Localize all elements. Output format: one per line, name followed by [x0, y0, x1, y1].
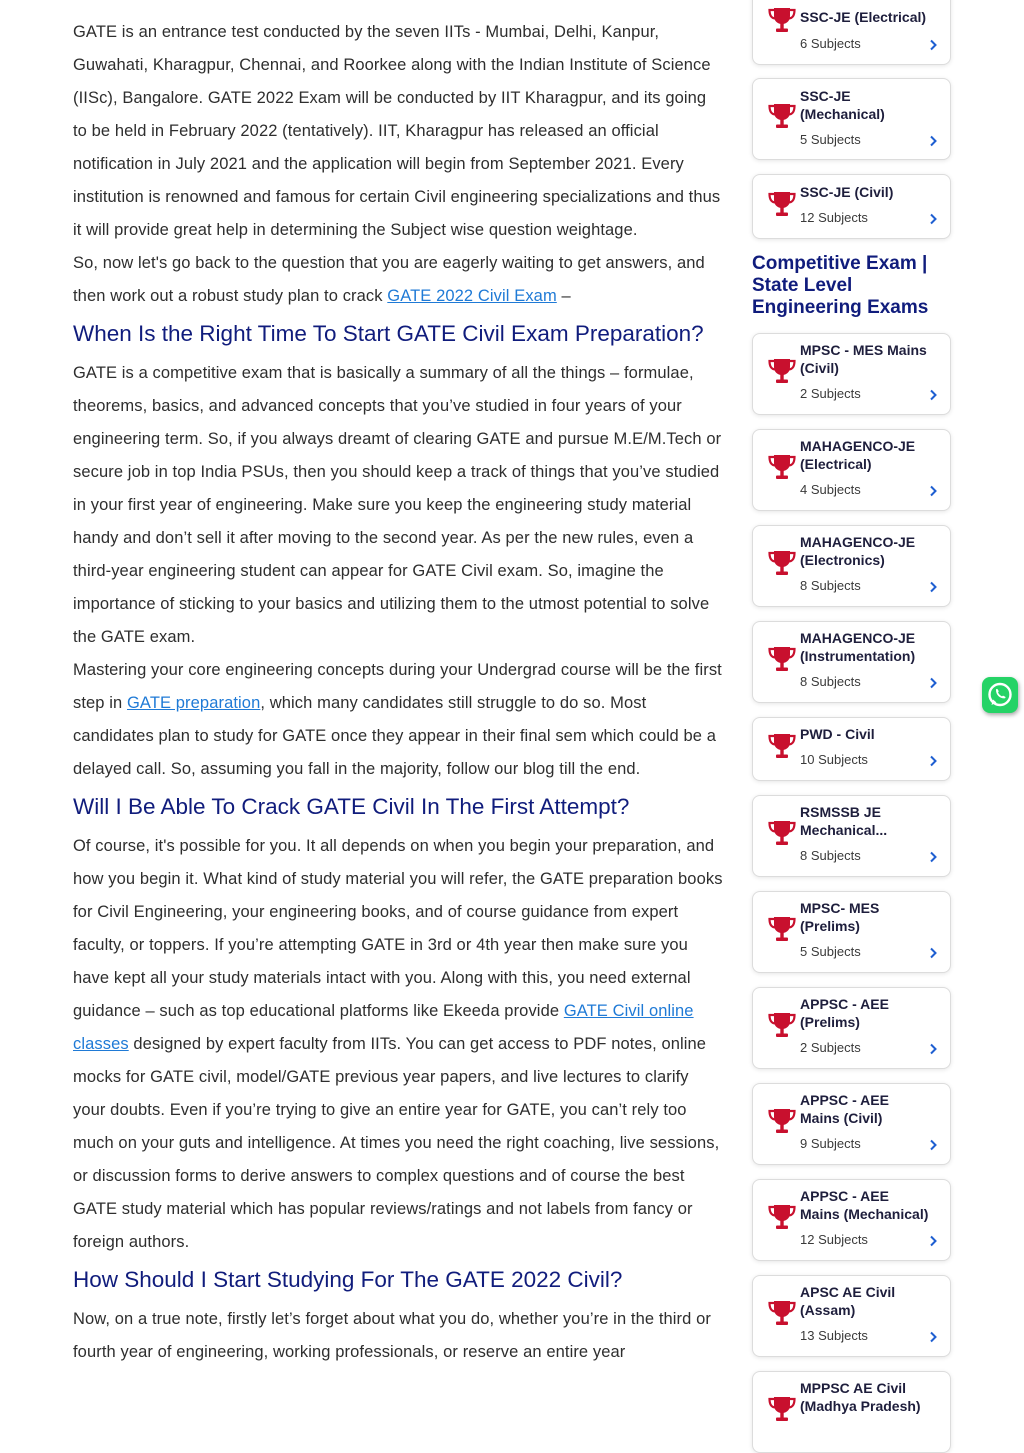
exam-card[interactable] [752, 891, 951, 973]
article-paragraph [73, 830, 723, 1259]
sidebar-section-title: Competitive Exam | State Level Engineering Exams [752, 253, 929, 318]
chevron-right-icon[interactable] [928, 946, 938, 958]
section-heading: How Should I Start Studying For The GATE 2022 Civil? [73, 1267, 623, 1292]
article-paragraph [73, 247, 723, 313]
exam-card-title: MPPSC AE Civil (Madhya Pradesh) [800, 1380, 921, 1414]
trophy-icon [766, 450, 798, 482]
chevron-right-icon[interactable] [928, 754, 938, 766]
section-heading: Will I Be Able To Crack GATE Civil In The First Attempt? [73, 794, 630, 819]
chevron-right-icon[interactable] [928, 850, 938, 862]
exam-card[interactable] [752, 717, 951, 781]
exam-card-subject-count: 8 Subjects [800, 848, 861, 863]
exam-card-title: APSC AE Civil (Assam) [800, 1284, 896, 1318]
whatsapp-icon [982, 677, 1018, 713]
chevron-right-icon[interactable] [928, 484, 938, 496]
exam-card-title: SSC-JE (Electrical) [800, 9, 927, 25]
exam-card[interactable] [752, 1275, 951, 1357]
chevron-right-icon[interactable] [928, 38, 938, 50]
exam-card-title: MAHAGENCO-JE (Electrical) [800, 438, 916, 472]
trophy-icon [766, 187, 798, 219]
exam-card-subject-count: 6 Subjects [800, 36, 861, 51]
article-paragraph: Now, on a true note, firstly let’s forget about what you do, whether you’re in the third or fourth year of engineering, working professionals, or reserve an entire year [73, 1310, 711, 1361]
trophy-icon [766, 729, 798, 761]
paragraph-text: Mastering your core engineering concepts during your Undergrad course will be the first step in [73, 661, 722, 712]
trophy-icon [766, 1200, 798, 1232]
trophy-icon [766, 912, 798, 944]
chevron-right-icon[interactable] [928, 388, 938, 400]
exam-card-subject-count: 5 Subjects [800, 132, 861, 147]
exam-card[interactable] [752, 795, 951, 877]
exam-card-title: APPSC - AEE (Prelims) [800, 996, 889, 1030]
trophy-icon [766, 99, 798, 131]
paragraph-text: designed by expert faculty from IITs. You can get access to PDF notes, online mocks for GATE civil, model/GATE previous year papers, and live lectures to clarify your doubts. Even if you’re trying to give an entire year for GATE, you can’t rely too much on your guts and intelligence. At times you need the right coaching, live sessions, or discussion forms to derive answers to complex questions and of course the best GATE study material which has popular reviews/ratings and not labels from fancy or foreign authors. [73, 1035, 720, 1251]
exam-card-subject-count: 12 Subjects [800, 210, 868, 225]
paragraph-text: – [556, 287, 571, 305]
gate-preparation-link[interactable]: GATE preparation [127, 694, 261, 712]
exam-card[interactable] [752, 429, 951, 511]
trophy-icon [766, 3, 798, 35]
chevron-right-icon[interactable] [928, 580, 938, 592]
trophy-icon [766, 642, 798, 674]
exam-card[interactable] [752, 987, 951, 1069]
paragraph-text: Of course, it's possible for you. It all depends on when you begin your preparation, and how you begin it. What kind of study material you will refer, the GATE preparation books for Civil Engineering, your engineering books, and of course guidance from expert faculty, or toppers. If you’re attempting GATE in 3rd or 4th year then make sure you have kept all your study materials intact with you. Along with this, you need external guidance – such as top educational platforms like Ekeeda provide [73, 837, 723, 1020]
exam-card[interactable] [752, 525, 951, 607]
exam-card[interactable] [752, 621, 951, 703]
exam-card[interactable] [752, 1179, 951, 1261]
trophy-icon [766, 1296, 798, 1328]
exam-card-title: APPSC - AEE Mains (Civil) [800, 1092, 889, 1126]
exam-card-subject-count: 2 Subjects [800, 1040, 861, 1055]
exam-card-subject-count: 13 Subjects [800, 1328, 868, 1343]
exam-card-title: SSC-JE (Mechanical) [800, 88, 885, 122]
exam-card-subject-count: 12 Subjects [800, 1232, 868, 1247]
trophy-icon [766, 354, 798, 386]
chevron-right-icon[interactable] [928, 1234, 938, 1246]
chevron-right-icon[interactable] [928, 1138, 938, 1150]
exam-card-title: APPSC - AEE Mains (Mechanical) [800, 1188, 929, 1222]
exam-card-subject-count: 9 Subjects [800, 1136, 861, 1151]
trophy-icon [766, 546, 798, 578]
chevron-right-icon[interactable] [928, 676, 938, 688]
exam-card-subject-count: 4 Subjects [800, 482, 861, 497]
article-paragraph: GATE is an entrance test conducted by the seven IITs - Mumbai, Delhi, Kanpur, Guwahati, Kharagpur, Chennai, and Roorkee along with the Indian Institute of Science (IISc), Bangalore. GATE 2022 Exam will be conducted by IIT Kharagpur, and its going to be held in February 2022 (tentatively). IIT, Kharagpur has released an official notification in July 2021 and the application will begin from September 2021. Every institution is renowned and famous for certain Civil engineering specializations and thus it will provide great help in determining the Subject wise question weightage. [73, 23, 721, 239]
exam-card-title: MPSC - MES Mains (Civil) [800, 342, 927, 376]
exam-card-title: RSMSSB JE Mechanical... [800, 804, 888, 838]
exam-card-title: SSC-JE (Civil) [800, 184, 894, 200]
exam-card-subject-count: 5 Subjects [800, 944, 861, 959]
chevron-right-icon[interactable] [928, 1042, 938, 1054]
chevron-right-icon[interactable] [928, 212, 938, 224]
gate-2022-civil-exam-link[interactable]: GATE 2022 Civil Exam [387, 287, 557, 305]
chevron-right-icon[interactable] [928, 1330, 938, 1342]
chevron-right-icon[interactable] [928, 134, 938, 146]
article-paragraph [73, 654, 723, 786]
exam-card-subject-count: 2 Subjects [800, 386, 861, 401]
article-content [73, 16, 723, 1369]
exam-card[interactable] [752, 333, 951, 415]
article-paragraph: GATE is a competitive exam that is basically a summary of all the things – formulae, theorems, basics, and advanced concepts that you’ve studied in four years of your engineering term. So, if you always dreamt of clearing GATE and pursue M.E/M.Tech or secure job in top India PSUs, then you should keep a track of things that you’ve studied in your first year of engineering. Make sure you keep the engineering study material handy and don’t sell it after moving to the second year. As per the new rules, even a third-year engineering student can appear for GATE Civil exam. So, imagine the importance of sticking to your basics and utilizing them to the utmost potential to solve the GATE exam. [73, 364, 722, 646]
exam-card[interactable] [752, 0, 951, 65]
section-heading: When Is the Right Time To Start GATE Civil Exam Preparation? [73, 321, 704, 346]
exam-card-title: MAHAGENCO-JE (Instrumentation) [800, 630, 916, 664]
exam-card[interactable] [752, 174, 951, 239]
exam-card-subject-count: 10 Subjects [800, 752, 868, 767]
exam-card[interactable] [752, 78, 951, 160]
exam-card-subject-count: 8 Subjects [800, 674, 861, 689]
gate-civil-online-classes-link[interactable]: GATE Civil online classes [73, 1002, 694, 1053]
trophy-icon [766, 816, 798, 848]
paragraph-text: , which many candidates still struggle to do so. Most candidates plan to study for GATE once they appear in their final sem which could be a delayed call. So, assuming you fall in the majority, follow our blog till the end. [73, 694, 716, 778]
exam-card-title: PWD - Civil [800, 726, 875, 742]
exam-card[interactable] [752, 1083, 951, 1165]
paragraph-text: So, now let's go back to the question that you are eagerly waiting to get answers, and then work out a robust study plan to crack [73, 254, 705, 305]
trophy-icon [766, 1104, 798, 1136]
exam-card[interactable] [752, 1371, 951, 1453]
exam-card-title: MPSC- MES (Prelims) [800, 900, 880, 934]
exam-card-subject-count: 8 Subjects [800, 578, 861, 593]
whatsapp-button[interactable] [982, 677, 1018, 713]
trophy-icon [766, 1008, 798, 1040]
trophy-icon [766, 1392, 798, 1424]
exam-card-title: MAHAGENCO-JE (Electronics) [800, 534, 916, 568]
